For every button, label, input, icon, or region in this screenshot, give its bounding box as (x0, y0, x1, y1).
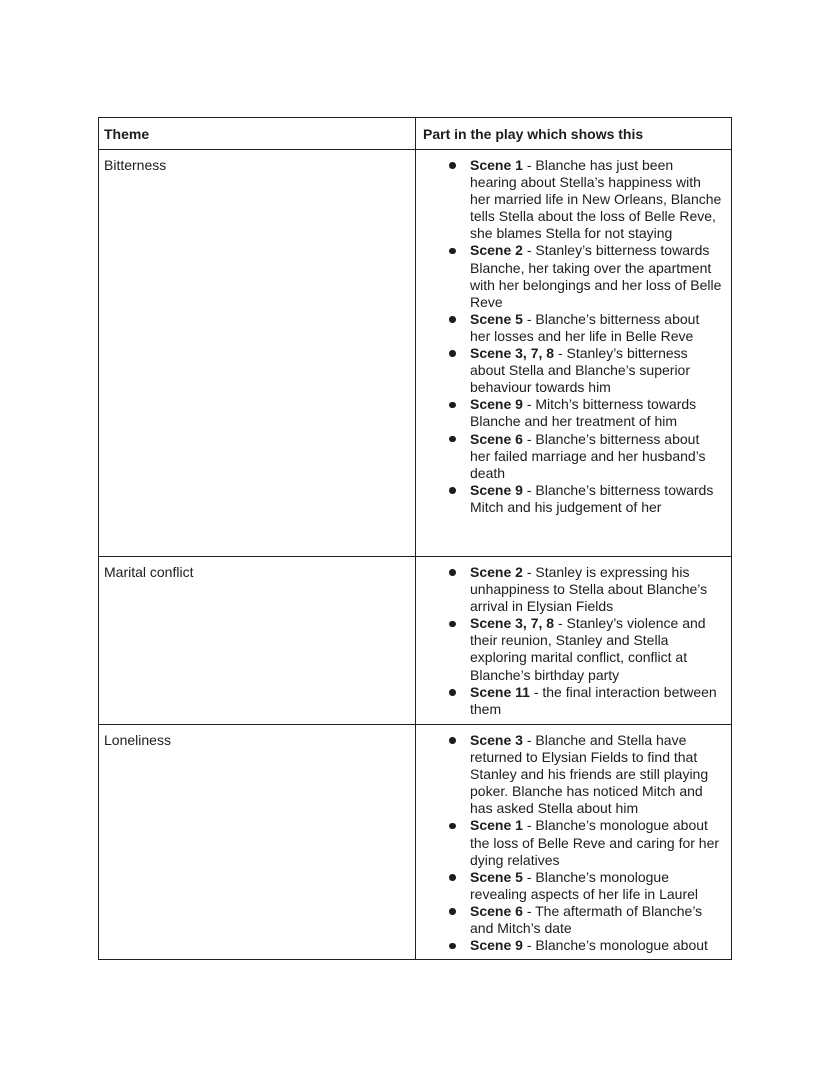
bullet-icon (449, 248, 456, 255)
theme-cell: Marital conflict (99, 557, 416, 725)
scene-bullet-item (470, 311, 723, 345)
scene-text: - Stanley’s violence and their reunion, Stanley and Stella exploring marital conflict, conflict at Blanche’s birthday party (470, 615, 706, 683)
theme-cell: Bitterness (99, 150, 416, 557)
table-row (99, 150, 732, 557)
scene-label: Scene 6 (470, 902, 523, 919)
scene-label: Scene 3, 7, 8 (470, 345, 555, 362)
scene-bullet-item (470, 482, 723, 516)
scene-text: - Mitch’s bitterness towards Blanche and her treatment of him (470, 396, 697, 430)
scene-label: Scene 9 (470, 481, 523, 498)
scene-bullet-item (470, 732, 723, 817)
scene-bullet-item (470, 903, 723, 937)
scene-text: - Blanche has just been hearing about Stella’s happiness with her married life in New Orleans, Blanche tells Stella about the loss of Belle Reve, she blames Stella for not staying (470, 157, 722, 242)
scene-bullet-item (470, 869, 723, 903)
scene-label: Scene 2 (470, 564, 523, 580)
scene-label: Scene 6 (470, 430, 523, 447)
scene-bullet-item (470, 684, 723, 718)
table-row (99, 557, 732, 725)
header-cell-part: Part in the play which shows this (416, 118, 732, 150)
scene-bullet-item (470, 157, 723, 242)
scene-label: Scene 3, 7, 8 (470, 615, 555, 632)
bullet-icon (449, 316, 456, 323)
scene-bullet-item (470, 817, 723, 868)
scene-label: Scene 9 (470, 937, 523, 954)
scene-label: Scene 1 (470, 157, 523, 173)
header-cell-theme: Theme (99, 118, 416, 150)
scene-label: Scene 2 (470, 242, 523, 259)
scene-bullet-list (423, 564, 723, 718)
bullet-icon (449, 823, 456, 830)
scene-bullet-item (470, 564, 723, 615)
bullet-icon (449, 908, 456, 915)
scenes-cell (416, 725, 732, 960)
scenes-cell (416, 150, 732, 557)
bullet-icon (449, 689, 456, 696)
bullet-icon (449, 943, 456, 950)
scene-text: - The aftermath of Blanche’s and Mitch’s date (470, 902, 703, 937)
scenes-cell (416, 557, 732, 725)
scene-label: Scene 5 (470, 868, 523, 885)
scene-text: - Blanche’s bitterness towards Mitch and his judgement of her (470, 481, 714, 515)
bullet-icon (449, 874, 456, 881)
scene-bullet-item (470, 937, 723, 954)
scene-bullet-list (423, 732, 723, 954)
bullet-icon (449, 436, 456, 443)
scene-label: Scene 1 (470, 817, 523, 834)
scene-bullet-item (470, 242, 723, 310)
scene-text: - the final interaction between them (470, 683, 717, 717)
scene-text: - Blanche’s bitterness about her failed marriage and her husband’s death (470, 430, 706, 481)
bullet-icon (449, 737, 456, 744)
scene-bullet-list (423, 157, 723, 516)
bullet-icon (449, 569, 456, 576)
themes-table (98, 117, 732, 960)
scene-label: Scene 9 (470, 396, 523, 413)
scene-label: Scene 5 (470, 310, 523, 327)
scene-label: Scene 3 (470, 732, 523, 748)
scene-text: - Blanche’s monologue about (522, 937, 708, 954)
bullet-icon (449, 350, 456, 357)
scene-label: Scene 11 (470, 683, 530, 700)
bullet-icon (449, 487, 456, 494)
scene-text: - Stanley’s bitterness about Stella and Blanche’s superior behaviour towards him (470, 345, 691, 396)
scene-bullet-item (470, 615, 723, 683)
scene-text: - Stanley’s bitterness towards Blanche, her taking over the apartment with her belongings and her loss of Belle Reve (470, 242, 722, 310)
scene-bullet-item (470, 345, 723, 396)
bullet-icon (449, 162, 456, 169)
scene-text: - Stanley is expressing his unhappiness to Stella about Blanche’s arrival in Elysian Fields (470, 564, 708, 615)
scene-text: - Blanche and Stella have returned to Elysian Fields to find that Stanley and his friends are still playing poker. Blanche has noticed Mitch and has asked Stella about him (470, 732, 709, 817)
scene-text: - Blanche’s bitterness about her losses and her life in Belle Reve (470, 310, 700, 344)
scene-bullet-item (470, 431, 723, 482)
bullet-icon (449, 402, 456, 409)
theme-cell: Loneliness (99, 725, 416, 960)
bullet-icon (449, 621, 456, 628)
scene-text: - Blanche’s monologue revealing aspects of her life in Laurel (470, 868, 699, 902)
table-row (99, 725, 732, 960)
header-row (99, 118, 732, 150)
scene-text: - Blanche’s monologue about the loss of Belle Reve and caring for her dying relatives (470, 817, 720, 868)
scene-bullet-item (470, 396, 723, 430)
